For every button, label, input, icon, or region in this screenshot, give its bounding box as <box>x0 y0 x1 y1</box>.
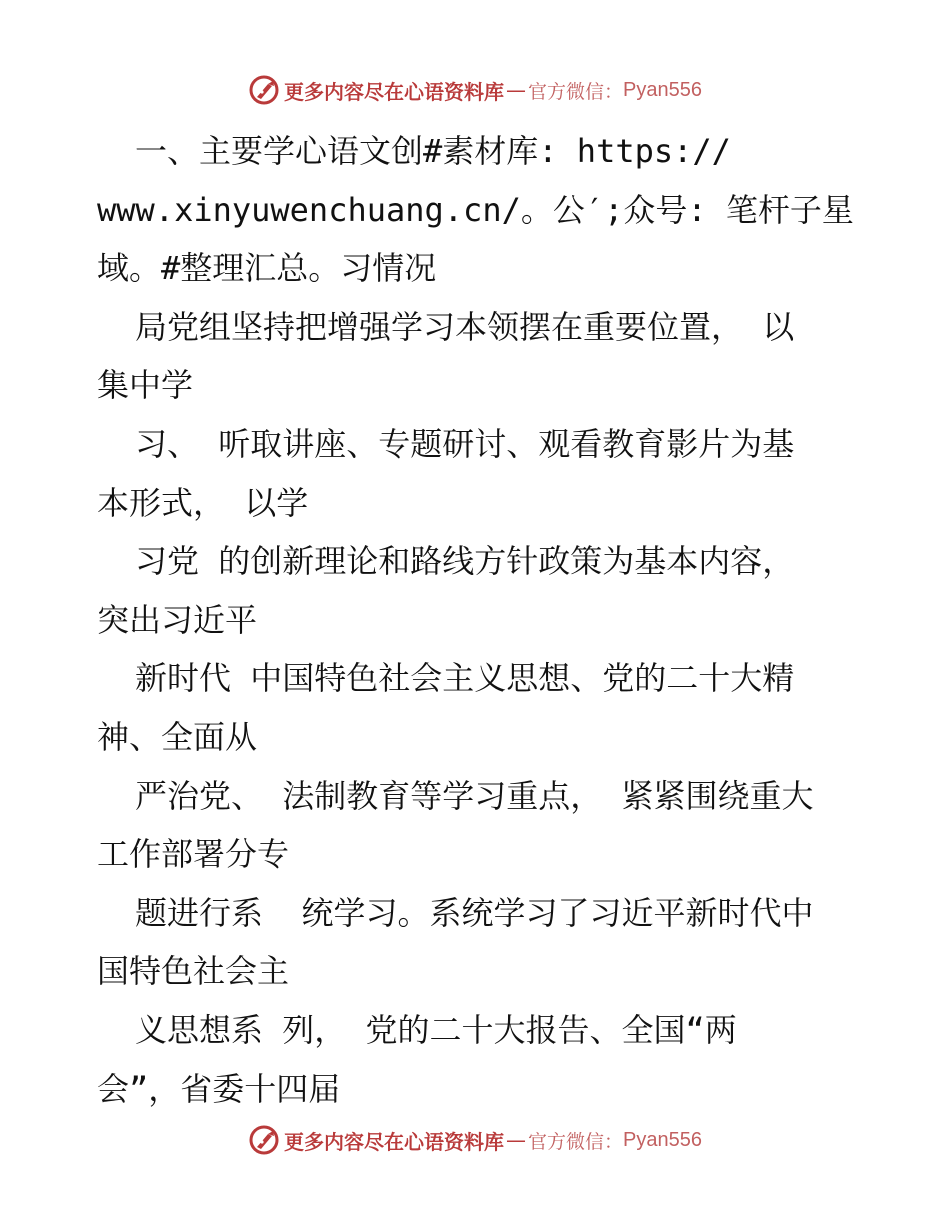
pen-nib-seal-icon <box>248 1124 280 1156</box>
header-separator: — <box>506 78 526 102</box>
text-line: 新时代 中国特色社会主义思想、党的二十大精 <box>135 659 795 698</box>
footer-wechat-id: Pyan556 <box>623 1128 702 1151</box>
text-line: 工作部署分专 <box>97 835 290 874</box>
text-line: 会”，省委十四届 <box>97 1069 341 1108</box>
text-line: 习党 的创新理论和路线方针政策为基本内容， <box>135 542 795 581</box>
text-line: 突出习近平 <box>97 600 258 639</box>
footer-slogan: 更多内容尽在心语资料库 <box>284 1129 504 1154</box>
text-line: 本形式， 以学 <box>97 483 309 522</box>
text-line: 一、主要学心语文创#素材库: https:// <box>135 132 731 170</box>
text-line: www.xinyuwenchuang.cn/。公′;众号: 笔杆子星 <box>97 190 854 229</box>
header-wechat-id: Pyan556 <box>623 78 702 101</box>
header-banner <box>0 70 950 110</box>
header-wechat-label: 官方微信： <box>528 80 624 103</box>
footer-wechat-label: 官方微信： <box>528 1130 624 1153</box>
text-line: 义思想系 列， 党的二十大报告、全国“两 <box>135 1010 737 1049</box>
text-line: 局党组坚持把增强学习本领摆在重要位置， 以 <box>135 307 795 346</box>
document-body <box>97 122 857 1118</box>
text-line: 域。#整理汇总。习情况 <box>97 249 437 288</box>
text-line: 严治党、 法制教育等学习重点， 紧紧围绕重大 <box>135 776 814 815</box>
footer-banner <box>0 1120 950 1160</box>
text-line: 神、全面从 <box>97 717 258 756</box>
pen-nib-seal-icon <box>248 74 280 106</box>
header-slogan: 更多内容尽在心语资料库 <box>284 79 504 104</box>
text-line: 题进行系 统学习。系统学习了习近平新时代中 <box>135 893 814 932</box>
text-line: 习、 听取讲座、专题研讨、观看教育影片为基 <box>135 424 795 463</box>
footer-separator: — <box>506 1128 526 1152</box>
text-line: 国特色社会主 <box>97 952 290 991</box>
text-line: 集中学 <box>97 366 194 405</box>
